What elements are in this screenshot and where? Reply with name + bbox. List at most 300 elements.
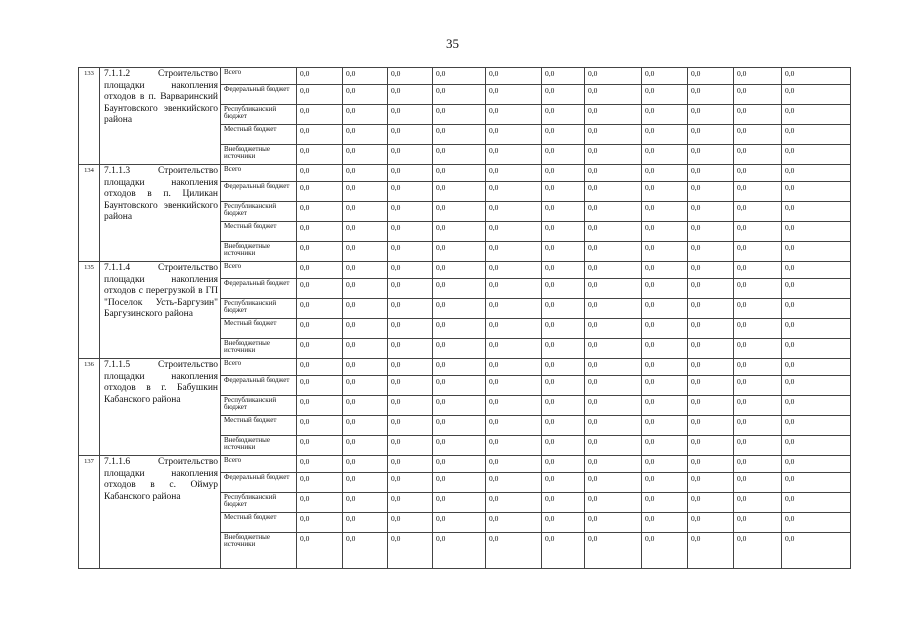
value-cell: 0,0 (388, 396, 433, 416)
value-cell: 0,0 (433, 319, 486, 339)
value-cell: 0,0 (388, 299, 433, 319)
value-cell: 0,0 (782, 125, 851, 145)
value-cell: 0,0 (782, 299, 851, 319)
value-cell: 0,0 (542, 85, 585, 105)
value-cell: 0,0 (585, 262, 642, 279)
value-cell: 0,0 (734, 456, 782, 473)
value-cell: 0,0 (297, 68, 343, 85)
value-cell: 0,0 (782, 242, 851, 262)
value-cell: 0,0 (486, 456, 542, 473)
value-cell: 0,0 (585, 105, 642, 125)
value-cell: 0,0 (642, 222, 688, 242)
funding-source: Республиканский бюджет (221, 493, 297, 513)
value-cell: 0,0 (297, 416, 343, 436)
value-cell: 0,0 (433, 125, 486, 145)
value-cell: 0,0 (433, 493, 486, 513)
value-cell: 0,0 (486, 145, 542, 165)
value-cell: 0,0 (642, 125, 688, 145)
value-cell: 0,0 (734, 125, 782, 145)
value-cell: 0,0 (297, 376, 343, 396)
value-cell: 0,0 (734, 145, 782, 165)
value-cell: 0,0 (688, 202, 734, 222)
value-cell: 0,0 (782, 396, 851, 416)
value-cell: 0,0 (585, 68, 642, 85)
value-cell: 0,0 (585, 85, 642, 105)
value-cell: 0,0 (734, 85, 782, 105)
funding-source: Местный бюджет (221, 125, 297, 145)
value-cell: 0,0 (734, 513, 782, 533)
value-cell: 0,0 (642, 85, 688, 105)
value-cell: 0,0 (542, 513, 585, 533)
value-cell: 0,0 (297, 85, 343, 105)
row-number: 134 (79, 165, 100, 262)
value-cell: 0,0 (642, 376, 688, 396)
value-cell: 0,0 (433, 105, 486, 125)
value-cell: 0,0 (642, 493, 688, 513)
value-cell: 0,0 (642, 416, 688, 436)
funding-source: Внебюджетные источники (221, 339, 297, 359)
value-cell: 0,0 (343, 376, 388, 396)
value-cell: 0,0 (388, 262, 433, 279)
value-cell: 0,0 (388, 68, 433, 85)
value-cell: 0,0 (433, 396, 486, 416)
value-cell: 0,0 (486, 513, 542, 533)
value-cell: 0,0 (688, 359, 734, 376)
value-cell: 0,0 (734, 396, 782, 416)
table-row (79, 68, 851, 85)
value-cell: 0,0 (542, 68, 585, 85)
value-cell: 0,0 (782, 105, 851, 125)
value-cell: 0,0 (585, 145, 642, 165)
value-cell: 0,0 (734, 493, 782, 513)
value-cell: 0,0 (782, 416, 851, 436)
value-cell: 0,0 (688, 165, 734, 182)
value-cell: 0,0 (688, 396, 734, 416)
value-cell: 0,0 (642, 436, 688, 456)
value-cell: 0,0 (688, 376, 734, 396)
value-cell: 0,0 (542, 473, 585, 493)
value-cell: 0,0 (297, 262, 343, 279)
value-cell: 0,0 (542, 299, 585, 319)
value-cell: 0,0 (433, 299, 486, 319)
value-cell: 0,0 (782, 493, 851, 513)
value-cell: 0,0 (688, 436, 734, 456)
value-cell: 0,0 (388, 319, 433, 339)
value-cell: 0,0 (388, 182, 433, 202)
value-cell: 0,0 (642, 339, 688, 359)
value-cell: 0,0 (688, 279, 734, 299)
row-number: 135 (79, 262, 100, 359)
value-cell: 0,0 (486, 125, 542, 145)
funding-source: Федеральный бюджет (221, 376, 297, 396)
value-cell: 0,0 (734, 436, 782, 456)
value-cell: 0,0 (782, 145, 851, 165)
funding-source: Всего (221, 68, 297, 85)
value-cell: 0,0 (642, 145, 688, 165)
value-cell: 0,0 (585, 299, 642, 319)
funding-source: Внебюджетные источники (221, 533, 297, 569)
value-cell: 0,0 (688, 533, 734, 569)
value-cell: 0,0 (297, 222, 343, 242)
value-cell: 0,0 (388, 222, 433, 242)
value-cell: 0,0 (782, 533, 851, 569)
activity-name: 7.1.1.4 Строительство площадки накопления отходов с перегрузкой в ГП "Поселок Усть-Баргузин" Баргузинского района (100, 262, 221, 359)
value-cell: 0,0 (433, 359, 486, 376)
value-cell: 0,0 (782, 68, 851, 85)
funding-source: Федеральный бюджет (221, 182, 297, 202)
value-cell: 0,0 (486, 339, 542, 359)
value-cell: 0,0 (642, 299, 688, 319)
value-cell: 0,0 (486, 533, 542, 569)
value-cell: 0,0 (734, 533, 782, 569)
value-cell: 0,0 (343, 182, 388, 202)
funding-source: Республиканский бюджет (221, 299, 297, 319)
value-cell: 0,0 (486, 299, 542, 319)
value-cell: 0,0 (388, 279, 433, 299)
funding-source: Всего (221, 262, 297, 279)
row-number: 133 (79, 68, 100, 165)
activity-name: 7.1.1.3 Строительство площадки накопления отходов в п. Циликан Баунтовского эвенкийского района (100, 165, 221, 262)
value-cell: 0,0 (782, 262, 851, 279)
value-cell: 0,0 (343, 262, 388, 279)
value-cell: 0,0 (433, 533, 486, 569)
funding-source: Всего (221, 456, 297, 473)
value-cell: 0,0 (782, 456, 851, 473)
value-cell: 0,0 (297, 533, 343, 569)
value-cell: 0,0 (782, 513, 851, 533)
value-cell: 0,0 (297, 165, 343, 182)
value-cell: 0,0 (433, 473, 486, 493)
value-cell: 0,0 (343, 533, 388, 569)
value-cell: 0,0 (688, 456, 734, 473)
budget-table (78, 67, 851, 569)
value-cell: 0,0 (343, 85, 388, 105)
value-cell: 0,0 (297, 396, 343, 416)
value-cell: 0,0 (688, 242, 734, 262)
value-cell: 0,0 (343, 125, 388, 145)
value-cell: 0,0 (486, 182, 542, 202)
value-cell: 0,0 (343, 359, 388, 376)
value-cell: 0,0 (297, 359, 343, 376)
value-cell: 0,0 (688, 339, 734, 359)
value-cell: 0,0 (542, 319, 585, 339)
value-cell: 0,0 (343, 456, 388, 473)
value-cell: 0,0 (585, 125, 642, 145)
value-cell: 0,0 (585, 182, 642, 202)
value-cell: 0,0 (642, 396, 688, 416)
value-cell: 0,0 (782, 165, 851, 182)
table-row (79, 262, 851, 279)
value-cell: 0,0 (782, 222, 851, 242)
funding-source: Местный бюджет (221, 222, 297, 242)
value-cell: 0,0 (688, 222, 734, 242)
value-cell: 0,0 (297, 339, 343, 359)
value-cell: 0,0 (734, 202, 782, 222)
value-cell: 0,0 (542, 456, 585, 473)
value-cell: 0,0 (642, 105, 688, 125)
value-cell: 0,0 (734, 339, 782, 359)
value-cell: 0,0 (585, 242, 642, 262)
value-cell: 0,0 (388, 339, 433, 359)
row-number: 137 (79, 456, 100, 569)
value-cell: 0,0 (585, 376, 642, 396)
value-cell: 0,0 (688, 319, 734, 339)
page-number: 35 (446, 36, 459, 51)
value-cell: 0,0 (782, 85, 851, 105)
value-cell: 0,0 (433, 182, 486, 202)
value-cell: 0,0 (734, 376, 782, 396)
value-cell: 0,0 (542, 376, 585, 396)
value-cell: 0,0 (688, 145, 734, 165)
funding-source: Федеральный бюджет (221, 85, 297, 105)
value-cell: 0,0 (433, 85, 486, 105)
value-cell: 0,0 (542, 242, 585, 262)
value-cell: 0,0 (642, 473, 688, 493)
value-cell: 0,0 (688, 513, 734, 533)
value-cell: 0,0 (343, 202, 388, 222)
value-cell: 0,0 (542, 359, 585, 376)
value-cell: 0,0 (542, 279, 585, 299)
funding-source: Федеральный бюджет (221, 473, 297, 493)
value-cell: 0,0 (734, 416, 782, 436)
value-cell: 0,0 (297, 319, 343, 339)
value-cell: 0,0 (642, 533, 688, 569)
value-cell: 0,0 (297, 436, 343, 456)
table-row (79, 359, 851, 376)
value-cell: 0,0 (343, 165, 388, 182)
value-cell: 0,0 (486, 473, 542, 493)
value-cell: 0,0 (782, 279, 851, 299)
value-cell: 0,0 (734, 105, 782, 125)
value-cell: 0,0 (343, 416, 388, 436)
value-cell: 0,0 (343, 473, 388, 493)
value-cell: 0,0 (343, 279, 388, 299)
funding-source: Внебюджетные источники (221, 242, 297, 262)
value-cell: 0,0 (585, 396, 642, 416)
value-cell: 0,0 (343, 319, 388, 339)
value-cell: 0,0 (343, 493, 388, 513)
value-cell: 0,0 (542, 533, 585, 569)
value-cell: 0,0 (388, 125, 433, 145)
value-cell: 0,0 (297, 493, 343, 513)
value-cell: 0,0 (486, 105, 542, 125)
activity-name: 7.1.1.6 Строительство площадки накопления отходов в с. Оймур Кабанского района (100, 456, 221, 569)
value-cell: 0,0 (585, 359, 642, 376)
value-cell: 0,0 (486, 376, 542, 396)
value-cell: 0,0 (642, 262, 688, 279)
value-cell: 0,0 (734, 473, 782, 493)
activity-name: 7.1.1.5 Строительство площадки накопления отходов в г. Бабушкин Кабанского района (100, 359, 221, 456)
value-cell: 0,0 (585, 222, 642, 242)
value-cell: 0,0 (542, 416, 585, 436)
funding-source: Местный бюджет (221, 513, 297, 533)
funding-source: Местный бюджет (221, 416, 297, 436)
value-cell: 0,0 (734, 359, 782, 376)
value-cell: 0,0 (388, 202, 433, 222)
value-cell: 0,0 (433, 376, 486, 396)
value-cell: 0,0 (585, 416, 642, 436)
value-cell: 0,0 (542, 165, 585, 182)
value-cell: 0,0 (343, 396, 388, 416)
value-cell: 0,0 (542, 182, 585, 202)
value-cell: 0,0 (343, 299, 388, 319)
value-cell: 0,0 (433, 68, 486, 85)
funding-source: Всего (221, 359, 297, 376)
value-cell: 0,0 (343, 242, 388, 262)
value-cell: 0,0 (542, 105, 585, 125)
value-cell: 0,0 (782, 359, 851, 376)
value-cell: 0,0 (542, 262, 585, 279)
value-cell: 0,0 (433, 202, 486, 222)
value-cell: 0,0 (782, 319, 851, 339)
value-cell: 0,0 (642, 165, 688, 182)
value-cell: 0,0 (433, 513, 486, 533)
value-cell: 0,0 (642, 279, 688, 299)
value-cell: 0,0 (486, 165, 542, 182)
funding-source: Республиканский бюджет (221, 396, 297, 416)
value-cell: 0,0 (388, 145, 433, 165)
funding-source: Всего (221, 165, 297, 182)
value-cell: 0,0 (585, 279, 642, 299)
value-cell: 0,0 (734, 242, 782, 262)
value-cell: 0,0 (542, 339, 585, 359)
value-cell: 0,0 (542, 396, 585, 416)
value-cell: 0,0 (734, 182, 782, 202)
value-cell: 0,0 (542, 493, 585, 513)
value-cell: 0,0 (433, 165, 486, 182)
value-cell: 0,0 (297, 299, 343, 319)
value-cell: 0,0 (388, 165, 433, 182)
value-cell: 0,0 (734, 165, 782, 182)
value-cell: 0,0 (734, 299, 782, 319)
value-cell: 0,0 (642, 182, 688, 202)
value-cell: 0,0 (486, 436, 542, 456)
value-cell: 0,0 (585, 339, 642, 359)
value-cell: 0,0 (297, 182, 343, 202)
value-cell: 0,0 (388, 105, 433, 125)
value-cell: 0,0 (388, 513, 433, 533)
value-cell: 0,0 (642, 319, 688, 339)
value-cell: 0,0 (433, 242, 486, 262)
value-cell: 0,0 (343, 145, 388, 165)
value-cell: 0,0 (734, 262, 782, 279)
value-cell: 0,0 (297, 145, 343, 165)
value-cell: 0,0 (486, 359, 542, 376)
value-cell: 0,0 (688, 182, 734, 202)
value-cell: 0,0 (486, 85, 542, 105)
funding-source: Республиканский бюджет (221, 202, 297, 222)
value-cell: 0,0 (688, 262, 734, 279)
value-cell: 0,0 (585, 456, 642, 473)
value-cell: 0,0 (343, 339, 388, 359)
table-row (79, 165, 851, 182)
value-cell: 0,0 (734, 319, 782, 339)
value-cell: 0,0 (388, 473, 433, 493)
value-cell: 0,0 (486, 319, 542, 339)
value-cell: 0,0 (585, 473, 642, 493)
value-cell: 0,0 (388, 85, 433, 105)
value-cell: 0,0 (642, 242, 688, 262)
value-cell: 0,0 (585, 436, 642, 456)
value-cell: 0,0 (542, 222, 585, 242)
value-cell: 0,0 (297, 279, 343, 299)
value-cell: 0,0 (782, 376, 851, 396)
value-cell: 0,0 (297, 125, 343, 145)
value-cell: 0,0 (688, 299, 734, 319)
value-cell: 0,0 (585, 493, 642, 513)
value-cell: 0,0 (688, 85, 734, 105)
value-cell: 0,0 (782, 202, 851, 222)
funding-source: Республиканский бюджет (221, 105, 297, 125)
value-cell: 0,0 (486, 68, 542, 85)
value-cell: 0,0 (433, 456, 486, 473)
value-cell: 0,0 (642, 359, 688, 376)
value-cell: 0,0 (388, 242, 433, 262)
value-cell: 0,0 (486, 279, 542, 299)
value-cell: 0,0 (297, 202, 343, 222)
value-cell: 0,0 (433, 262, 486, 279)
table-row (79, 456, 851, 473)
value-cell: 0,0 (585, 202, 642, 222)
value-cell: 0,0 (297, 456, 343, 473)
value-cell: 0,0 (343, 68, 388, 85)
value-cell: 0,0 (486, 242, 542, 262)
value-cell: 0,0 (734, 279, 782, 299)
value-cell: 0,0 (688, 105, 734, 125)
value-cell: 0,0 (688, 493, 734, 513)
activity-name: 7.1.1.2 Строительство площадки накопления отходов в п. Варваринский Баунтовского эвенкийского района (100, 68, 221, 165)
value-cell: 0,0 (388, 456, 433, 473)
value-cell: 0,0 (585, 319, 642, 339)
value-cell: 0,0 (486, 222, 542, 242)
value-cell: 0,0 (688, 125, 734, 145)
value-cell: 0,0 (782, 182, 851, 202)
value-cell: 0,0 (688, 473, 734, 493)
value-cell: 0,0 (433, 145, 486, 165)
value-cell: 0,0 (486, 493, 542, 513)
value-cell: 0,0 (343, 513, 388, 533)
value-cell: 0,0 (433, 436, 486, 456)
value-cell: 0,0 (343, 222, 388, 242)
value-cell: 0,0 (343, 105, 388, 125)
value-cell: 0,0 (433, 279, 486, 299)
value-cell: 0,0 (688, 68, 734, 85)
row-number: 136 (79, 359, 100, 456)
value-cell: 0,0 (486, 396, 542, 416)
value-cell: 0,0 (542, 436, 585, 456)
value-cell: 0,0 (642, 68, 688, 85)
value-cell: 0,0 (297, 473, 343, 493)
value-cell: 0,0 (433, 416, 486, 436)
value-cell: 0,0 (486, 202, 542, 222)
value-cell: 0,0 (388, 359, 433, 376)
value-cell: 0,0 (388, 376, 433, 396)
funding-source: Федеральный бюджет (221, 279, 297, 299)
value-cell: 0,0 (542, 202, 585, 222)
value-cell: 0,0 (585, 165, 642, 182)
value-cell: 0,0 (297, 105, 343, 125)
value-cell: 0,0 (688, 416, 734, 436)
value-cell: 0,0 (388, 493, 433, 513)
value-cell: 0,0 (642, 202, 688, 222)
funding-source: Внебюджетные источники (221, 145, 297, 165)
funding-source: Внебюджетные источники (221, 436, 297, 456)
value-cell: 0,0 (433, 339, 486, 359)
value-cell: 0,0 (782, 436, 851, 456)
value-cell: 0,0 (585, 533, 642, 569)
value-cell: 0,0 (585, 513, 642, 533)
value-cell: 0,0 (734, 222, 782, 242)
